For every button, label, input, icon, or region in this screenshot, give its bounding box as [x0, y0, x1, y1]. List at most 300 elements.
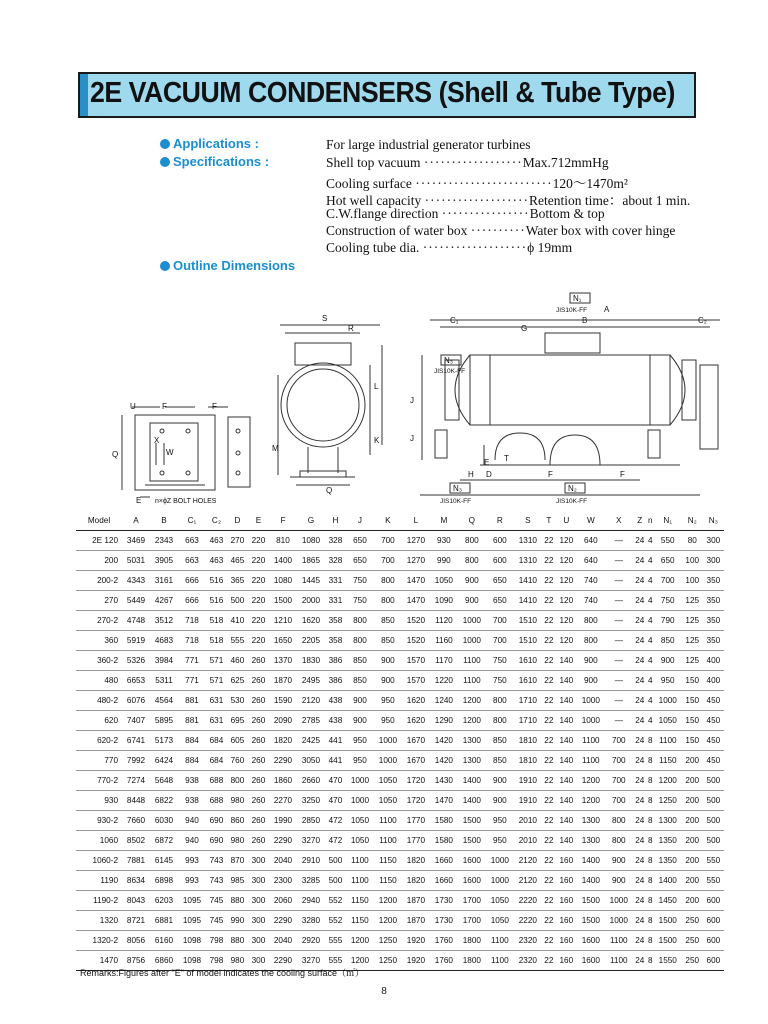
dimension-cell: 22: [544, 636, 554, 645]
model-cell: 1060: [99, 836, 119, 845]
dimension-cell: 1445: [301, 576, 321, 585]
dimension-cell: 1200: [581, 776, 600, 785]
dimension-cell: 24: [635, 896, 645, 905]
label-g: G: [521, 324, 528, 333]
dimension-cell: 400: [706, 676, 721, 685]
dimension-cell: 4343: [126, 576, 146, 585]
dimension-cell: 1100: [582, 736, 600, 745]
label-n3-top: N₃: [444, 356, 454, 365]
dimension-cell: 530: [230, 696, 245, 705]
dimension-cell: 24: [635, 636, 645, 645]
dimension-cell: 250: [685, 936, 700, 945]
column-header: Model: [76, 510, 122, 531]
model-cell: 480: [104, 676, 119, 685]
dimension-cell: 1290: [434, 716, 453, 725]
dimension-cell: 2290: [273, 836, 293, 845]
dimension-cell: 700: [493, 616, 507, 625]
column-header: n: [647, 510, 654, 531]
dimension-cell: 6860: [154, 956, 174, 965]
dimension-cell: 900: [353, 716, 367, 725]
spec-name: Shell top vacuum: [326, 155, 421, 170]
dimension-cell: 1350: [658, 836, 677, 845]
dimension-cell: 2010: [518, 836, 537, 845]
dimension-cell: 1660: [434, 856, 453, 865]
dimension-cell: 1620: [301, 616, 321, 625]
dimension-cell: 940: [185, 816, 199, 825]
dimension-cell: 350: [706, 636, 721, 645]
dimension-cell: 2320: [518, 936, 537, 945]
dimension-cell: 1200: [350, 936, 370, 945]
dimension-cell: 24: [635, 776, 645, 785]
column-header: A: [122, 510, 150, 531]
label-j-upper: J: [410, 396, 414, 405]
dimension-cell: 684: [209, 736, 224, 745]
dimension-cell: 8: [647, 856, 653, 865]
dimension-cell: 140: [559, 716, 574, 725]
dimension-cell: 1600: [462, 876, 481, 885]
dimension-cell: 1100: [351, 876, 369, 885]
dimension-cell: 1100: [463, 656, 481, 665]
dimension-cell: 1050: [378, 796, 398, 805]
dimension-cell: 1200: [462, 696, 481, 705]
dimension-cell: 500: [328, 876, 343, 885]
model-cell: 2E 120: [92, 536, 119, 545]
side-view-shell: [420, 320, 720, 495]
dimension-cell: 6076: [126, 696, 146, 705]
dimension-cell: 750: [353, 576, 367, 585]
dimension-cell: 690: [209, 816, 224, 825]
dimension-cell: 220: [251, 596, 266, 605]
dimension-cell: 24: [635, 916, 645, 925]
dimension-cell: 1500: [658, 936, 677, 945]
label-m: M: [272, 444, 279, 453]
dimension-cell: 2940: [301, 896, 321, 905]
label-u: U: [130, 402, 136, 411]
dimension-cell: 552: [328, 896, 343, 905]
table-row: [76, 651, 724, 671]
dimension-cell: 24: [635, 716, 645, 725]
dimension-cell: 1510: [518, 616, 537, 625]
dimension-cell: 1470: [406, 596, 425, 605]
dimension-cell: 745: [209, 916, 224, 925]
label-d: D: [486, 470, 492, 479]
dimension-cell: 900: [493, 776, 507, 785]
model-cell: 200: [104, 556, 119, 565]
dimension-cell: 700: [381, 536, 395, 545]
dimension-cell: 1160: [435, 636, 453, 645]
dimension-cell: 552: [328, 916, 343, 925]
dimension-cell: 450: [706, 696, 721, 705]
dimension-cell: 328: [328, 556, 343, 565]
dimension-cell: 1600: [581, 936, 600, 945]
dimension-cell: 1470: [406, 576, 425, 585]
dimension-cell: 850: [353, 656, 367, 665]
dimension-cell: 900: [611, 876, 626, 885]
dimension-cell: 743: [209, 876, 224, 885]
dimension-cell: 1500: [273, 596, 293, 605]
column-header: L: [402, 510, 430, 531]
dimension-cell: 160: [559, 916, 574, 925]
dimension-cell: 22: [544, 716, 554, 725]
dimension-cell: 8: [647, 916, 653, 925]
dimension-cell: 8: [647, 956, 653, 965]
table-row: [76, 631, 724, 651]
dimension-cell: 4: [647, 616, 653, 625]
column-header: N₂: [682, 510, 703, 531]
table-row: [76, 931, 724, 951]
dimension-cell: 2090: [273, 716, 293, 725]
spec-leader-dots: ·························: [415, 176, 553, 191]
dimension-cell: 771: [185, 676, 199, 685]
label-h: H: [468, 470, 474, 479]
dimension-cell: 22: [544, 536, 554, 545]
dimension-cell: 800: [611, 816, 626, 825]
dimension-cell: 1000: [462, 636, 481, 645]
dimension-cell: 24: [635, 536, 645, 545]
label-j-lower: J: [410, 434, 414, 443]
dimension-cell: 1200: [462, 716, 481, 725]
dimension-cell: 550: [706, 876, 721, 885]
dimension-cell: 200: [685, 816, 700, 825]
dimension-cell: 8056: [126, 936, 146, 945]
dimension-cell: 8: [647, 736, 653, 745]
dimension-cell: 500: [706, 816, 721, 825]
applications-heading: Applications :: [160, 136, 259, 151]
dimension-cell: 810: [276, 536, 290, 545]
dimension-cell: 1400: [462, 796, 481, 805]
dimension-cell: 743: [209, 856, 224, 865]
table-row: [76, 531, 724, 551]
dimension-cell: 80: [687, 536, 697, 545]
dimension-cell: 800: [583, 616, 598, 625]
table-row: [76, 671, 724, 691]
dimension-cell: 1860: [273, 776, 293, 785]
dimension-cell: 600: [706, 896, 721, 905]
dimension-cell: 3270: [301, 956, 321, 965]
dimension-cell: 2040: [273, 856, 293, 865]
label-jis-n3-top: JIS10K-FF: [434, 368, 466, 375]
dimension-cell: 938: [185, 796, 199, 805]
dimension-cell: 2120: [518, 856, 537, 865]
dimension-cell: 4683: [154, 636, 174, 645]
dimension-cell: 1310: [518, 556, 537, 565]
dimension-cell: 1000: [350, 796, 370, 805]
dimension-cell: 22: [544, 836, 554, 845]
dimension-cell: 24: [635, 836, 645, 845]
dimension-cell: 6030: [154, 816, 174, 825]
dimension-cell: 8: [647, 876, 653, 885]
dimension-cell: 571: [209, 656, 224, 665]
dimension-cell: 5895: [154, 716, 174, 725]
dimension-cell: 8: [647, 756, 653, 765]
dimension-cell: 900: [660, 656, 675, 665]
dimension-cell: —: [614, 536, 623, 545]
dimension-cell: 1810: [518, 756, 537, 765]
dimension-cell: 800: [493, 696, 507, 705]
dimension-cell: 4: [647, 656, 653, 665]
dimension-cell: 150: [685, 676, 700, 685]
dimension-cell: 1100: [491, 956, 509, 965]
dimension-cell: —: [614, 596, 623, 605]
dimension-cell: 150: [685, 716, 700, 725]
spec-name: C.W.flange direction: [326, 206, 439, 221]
dimension-cell: 650: [353, 536, 367, 545]
table-header-row: [76, 510, 724, 531]
spec-name: Construction of water box: [326, 223, 468, 238]
dimension-cell: 1550: [658, 956, 677, 965]
dimension-cell: 1470: [434, 796, 453, 805]
dimension-cell: 2040: [273, 936, 293, 945]
label-jis-n2: JIS10K-FF: [556, 498, 588, 505]
column-header: U: [556, 510, 577, 531]
dimension-cell: 800: [493, 716, 507, 725]
dimension-cell: 5173: [154, 736, 174, 745]
dimension-cell: 386: [328, 656, 343, 665]
dimensions-table: [76, 510, 724, 971]
table-row: [76, 611, 724, 631]
dimension-cell: 125: [685, 656, 700, 665]
title-accent-stripe: [80, 74, 88, 116]
dimension-cell: 22: [544, 936, 554, 945]
dimension-cell: 4: [647, 596, 653, 605]
dimension-cell: 1100: [658, 736, 677, 745]
spec-line: [326, 206, 605, 222]
dimension-cell: 450: [706, 756, 721, 765]
dimension-cell: 760: [230, 756, 245, 765]
dimension-cell: 2320: [518, 956, 537, 965]
dimension-cell: 250: [685, 956, 700, 965]
dimension-cell: 328: [328, 536, 343, 545]
dimension-cell: 1410: [518, 576, 537, 585]
dimension-cell: 24: [635, 816, 645, 825]
column-header: W: [577, 510, 605, 531]
dimension-cell: 22: [544, 776, 554, 785]
model-cell: 200-2: [97, 576, 119, 585]
dimension-cell: 22: [544, 916, 554, 925]
dimension-cell: 1100: [609, 956, 628, 965]
dimension-cell: 1240: [434, 696, 453, 705]
dimension-cell: 884: [185, 736, 199, 745]
dimension-cell: 993: [185, 876, 199, 885]
dimension-cell: 7407: [126, 716, 146, 725]
dimension-cell: 2425: [301, 736, 321, 745]
table-row: [76, 771, 724, 791]
dimension-cell: 2850: [301, 816, 321, 825]
dimension-cell: 950: [381, 716, 395, 725]
dimension-cell: —: [614, 636, 623, 645]
column-header: R: [486, 510, 514, 531]
dimension-cell: —: [614, 676, 623, 685]
table-row: [76, 731, 724, 751]
dimension-cell: 740: [583, 576, 598, 585]
label-n2: N₂: [568, 484, 577, 493]
dimension-cell: 1600: [581, 956, 600, 965]
dimension-cell: 200: [685, 776, 700, 785]
dimension-cell: 800: [353, 616, 367, 625]
dimension-cell: 1520: [406, 616, 425, 625]
label-t: T: [504, 454, 509, 463]
dimension-cell: 1150: [658, 756, 677, 765]
dimension-cell: 500: [230, 596, 245, 605]
dimension-cell: 1370: [273, 656, 293, 665]
drawing-labels: [112, 293, 707, 505]
dimension-cell: 200: [685, 796, 700, 805]
dimension-cell: 4: [647, 536, 653, 545]
dimension-cell: 600: [493, 536, 507, 545]
page-title: 2E VACUUM CONDENSERS (Shell & Tube Type): [90, 77, 675, 109]
dimension-cell: 1170: [435, 656, 453, 665]
dimension-cell: 688: [209, 776, 224, 785]
dimension-cell: 8721: [126, 916, 146, 925]
dimension-cell: 22: [544, 816, 554, 825]
dimension-cell: 800: [583, 636, 598, 645]
dimension-cell: 1300: [581, 836, 600, 845]
dimension-cell: 300: [251, 876, 266, 885]
dimension-cell: 1200: [378, 896, 398, 905]
dimension-cell: 260: [251, 696, 266, 705]
dimension-cell: 500: [328, 856, 343, 865]
dimension-cell: 850: [381, 636, 395, 645]
column-header: N₁: [654, 510, 682, 531]
dimension-cell: 640: [583, 556, 598, 565]
label-c1: C₁: [450, 316, 459, 325]
model-cell: 770: [104, 756, 119, 765]
dimension-cell: 2300: [273, 876, 293, 885]
dimension-cell: 500: [706, 836, 721, 845]
dimension-cell: 24: [635, 956, 645, 965]
dimension-cell: 24: [635, 676, 645, 685]
dimension-cell: 1670: [406, 756, 425, 765]
dimension-cell: 260: [251, 656, 266, 665]
dimension-cell: 1500: [462, 836, 481, 845]
dimension-cell: 1580: [434, 816, 453, 825]
column-header: N₃: [703, 510, 724, 531]
dimension-cell: 1520: [406, 636, 425, 645]
dimension-cell: 3469: [126, 536, 146, 545]
dimension-cell: 555: [230, 636, 245, 645]
dimension-cell: 663: [185, 556, 199, 565]
dimension-cell: 950: [493, 836, 507, 845]
model-cell: 1320-2: [92, 936, 119, 945]
dimension-cell: 3050: [301, 756, 321, 765]
dimension-cell: 900: [381, 656, 395, 665]
label-s: S: [322, 314, 328, 323]
dimension-cell: 220: [251, 536, 266, 545]
dimension-cell: 120: [559, 556, 574, 565]
dimension-cell: 140: [559, 836, 574, 845]
dimension-cell: 516: [209, 576, 224, 585]
dimension-cell: 24: [635, 576, 645, 585]
dimension-cell: 800: [465, 536, 479, 545]
dimension-cell: 6872: [154, 836, 174, 845]
dimension-cell: 650: [353, 556, 367, 565]
dimension-cell: 1050: [490, 896, 509, 905]
dimension-cell: 518: [209, 636, 224, 645]
dimension-cell: 985: [230, 876, 245, 885]
dimension-cell: 800: [381, 596, 395, 605]
spec-name: Cooling tube dia.: [326, 240, 420, 255]
remarks-note: Remarks:Figures after "E" of model indicates the cooling surface（㎡）: [80, 968, 365, 978]
dimension-cell: 881: [185, 716, 199, 725]
dimension-cell: 8: [647, 816, 653, 825]
dimension-cell: 1510: [518, 636, 537, 645]
dimension-cell: 22: [544, 696, 554, 705]
label-e-end: E: [136, 496, 142, 505]
dimension-cell: 900: [465, 596, 479, 605]
dimension-cell: 950: [493, 816, 507, 825]
dimension-cell: 8448: [126, 796, 146, 805]
dimension-cell: 6898: [154, 876, 174, 885]
spec-line: [326, 223, 675, 239]
dimension-cell: 900: [611, 856, 626, 865]
dimension-cell: 850: [660, 636, 675, 645]
dimension-cell: 24: [635, 796, 645, 805]
section-view-shell: [278, 325, 382, 485]
dimension-cell: 3270: [301, 836, 321, 845]
dimension-cell: 718: [185, 616, 199, 625]
dimension-cell: 2910: [301, 856, 321, 865]
dimension-cell: 1310: [518, 536, 537, 545]
label-b: B: [582, 316, 588, 325]
dimension-cell: 1450: [658, 896, 677, 905]
dimension-cell: 1760: [434, 936, 453, 945]
dimension-cell: 160: [559, 876, 574, 885]
model-cell: 930: [104, 796, 119, 805]
label-w: W: [166, 448, 174, 457]
dimension-cell: 2270: [273, 796, 293, 805]
dimension-cell: 1590: [273, 696, 293, 705]
dimension-cell: 1920: [406, 956, 425, 965]
dimension-cell: 24: [635, 696, 645, 705]
dimension-cell: 1300: [462, 756, 481, 765]
dimension-cell: 300: [706, 536, 721, 545]
dimension-cell: 5326: [126, 656, 146, 665]
dimension-cell: 1100: [609, 936, 628, 945]
dimension-cell: 666: [185, 596, 199, 605]
dimension-cell: 884: [185, 756, 199, 765]
dimension-cell: 125: [685, 636, 700, 645]
dimension-cell: 1098: [182, 956, 202, 965]
spec-leader-dots: ··········: [470, 223, 526, 238]
label-q-end: Q: [112, 450, 119, 459]
label-n1: N₁: [573, 294, 582, 303]
dimension-cell: 2120: [301, 696, 321, 705]
dimension-cell: 700: [611, 756, 626, 765]
dimension-cell: 1100: [351, 856, 369, 865]
table-row: [76, 891, 724, 911]
dimension-cell: 125: [685, 596, 700, 605]
dimension-cell: 1150: [379, 876, 397, 885]
dimension-cell: 1000: [658, 696, 677, 705]
dimension-cell: 1050: [658, 716, 677, 725]
dimension-cell: 200: [685, 836, 700, 845]
dimension-cell: 1870: [406, 916, 425, 925]
dimension-cell: —: [614, 556, 623, 565]
dimension-cell: 980: [230, 836, 245, 845]
dimension-cell: 358: [328, 616, 343, 625]
dimension-cell: 386: [328, 676, 343, 685]
title-banner: [78, 72, 696, 118]
dimension-cell: 4: [647, 556, 653, 565]
dimension-cell: 700: [611, 796, 626, 805]
dimension-cell: 800: [230, 776, 245, 785]
table-row: [76, 591, 724, 611]
dimension-cell: 980: [230, 956, 245, 965]
dimension-cell: 798: [209, 956, 224, 965]
dimension-cell: 350: [706, 576, 721, 585]
dimension-cell: 120: [559, 636, 574, 645]
table-row: [76, 811, 724, 831]
